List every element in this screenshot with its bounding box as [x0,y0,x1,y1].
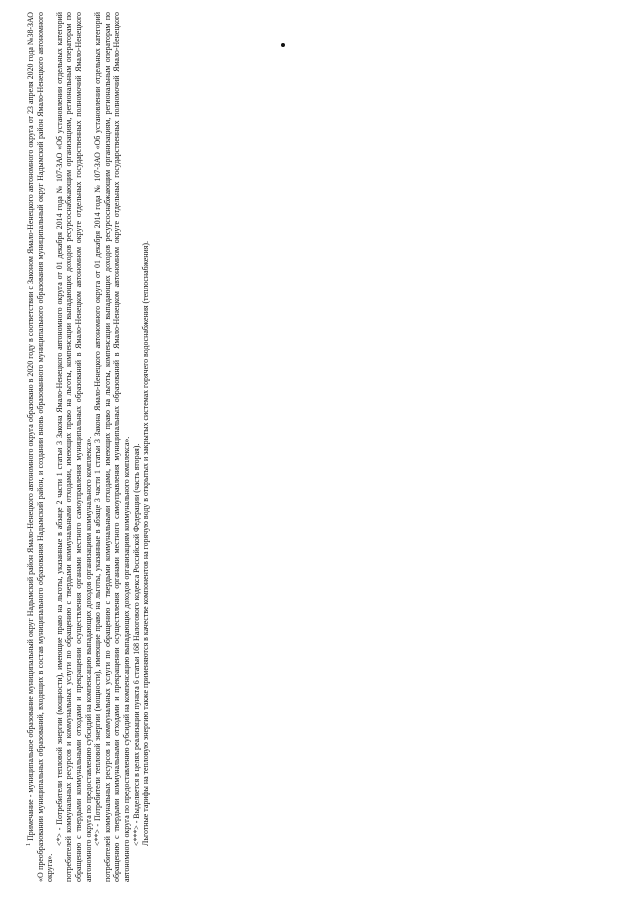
scan-speck [281,43,285,47]
footnote-1: <*> - Потребители тепловой энергии (мощности), имеющие право на льготы, указанные в абзаце 2 части 1 статьи 3 Закона Ямало-Ненецкого автономного округа от 01 декабря 2014 года № 107-ЗАО «Об установлении отдельных категорий потребителей коммунальных ресурсов и коммунальных услуги по обращению с твердыми коммунальными отходами, имеющих право на льготы, компенсации выпадающих доходов ресурсоснабжающим организациям, региональным операторам по обращению с твердыми коммунальными отходами и прекращении осуществления органами местного самоуправления муниципальных образований в Ямало-Ненецком автономном округе отдельных государственных полномочий Ямало-Ненецкого автономного округа по предоставлению субсидий на компенсацию выпадающих доходов организациям коммунального комплекса». [54,12,93,882]
footnote-marker: 1 [26,843,32,846]
note-paragraph [26,12,55,882]
note-text: Примечание - муниципальное образование муниципальный округ Надымский район Ямало-Ненецкого автономного округа образовано в 2020 году в соответствии с Законом Ямало-Ненецкого автономного округа от 23 апреля 2020 года №38-ЗАО «О преобразовании муниципальных образований, входящих в состав муниципального образования Надымский район, и создании вновь образованного муниципального образования муниципальный округ Надымский район Ямало-Ненецкого автономного округа». [26,12,55,882]
footnote-3: <***> - Выделяется в целях реализации пункта 6 статьи 168 Налогового кодекса Российской Федерации (часть вторая). [131,443,141,846]
footnote-2: <**> - Потребители тепловой энергии (мощности), имеющие право на льготы, указанные в абзаце 3 части 1 статьи 3 Закона Ямало-Ненецкого автономного округа от 01 декабря 2014 года № 107-ЗАО «Об установлении отдельных категорий потребителей коммунальных ресурсов и коммунальных услуги по обращению с твердыми коммунальными отходами, имеющих право на льготы, компенсации выпадающих доходов ресурсоснабжающим организациям, региональным операторам по обращению с твердыми коммунальными отходами и прекращении осуществления органами местного самоуправления муниципальных образований в Ямало-Ненецком автономном округе отдельных государственных полномочий Ямало-Ненецкого автономного округа по предоставлению субсидий на компенсацию выпадающих доходов организациям коммунального комплекса». [93,12,131,882]
footnote-4: Льготные тарифы на тепловую энергию также применяются в качестве компонентов на горячую воду в открытых и закрытых системах горячего водоснабжения (теплоснабжения). [141,241,151,846]
rotated-text-block [26,12,266,882]
